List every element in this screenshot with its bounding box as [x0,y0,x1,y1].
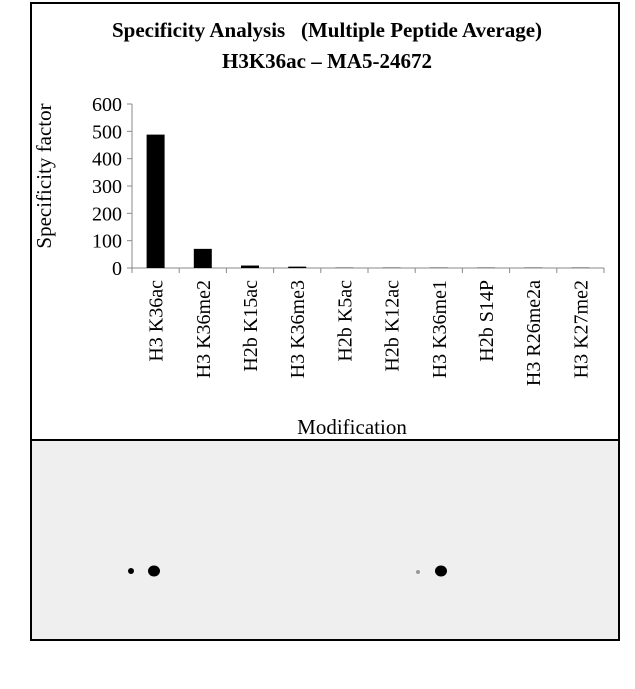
y-tick-label: 500 [92,121,122,144]
y-tick-label: 400 [92,148,122,171]
dot-blot-image [32,441,618,639]
y-tick-label: 100 [92,230,122,253]
bar [288,267,306,268]
dot-blot-panel [30,439,620,641]
y-tick-label: 300 [92,176,122,198]
chart-subtitle: H3K36ac – MA5-24672 [222,49,432,73]
x-tick-label: H2b K5ac [334,280,357,362]
chart-title: Specificity Analysis (Multiple Peptide Average) [111,18,543,42]
x-tick-label: H3 K36ac [145,280,168,362]
bar [241,266,259,268]
bar [194,249,212,268]
plot-area [92,94,604,386]
y-tick-label: 200 [92,203,122,226]
blot-spot [416,570,420,574]
y-tick-label: 0 [112,258,122,280]
y-tick-label: 600 [92,94,122,116]
x-tick-label: H3 K27me2 [570,280,593,379]
blot-spot [435,566,447,577]
x-tick-label: H3 K36me1 [428,280,451,379]
x-tick-label: H2b S14P [476,280,498,362]
blot-background [32,441,618,639]
y-axis-label: Specificity factor [32,103,56,249]
x-tick-label: H3 K36me2 [192,280,215,379]
x-tick-label: H3 K36me3 [287,280,310,379]
blot-spot [148,566,160,577]
x-tick-label: H2b K15ac [240,280,262,372]
chart-panel [30,2,620,439]
x-axis-label: Modification [297,415,407,439]
x-tick-label: H3 R26me2a [523,280,546,387]
blot-spot [128,568,134,574]
bar-chart [32,4,618,441]
x-tick-label: H2b K12ac [381,280,404,372]
bar [147,135,165,268]
